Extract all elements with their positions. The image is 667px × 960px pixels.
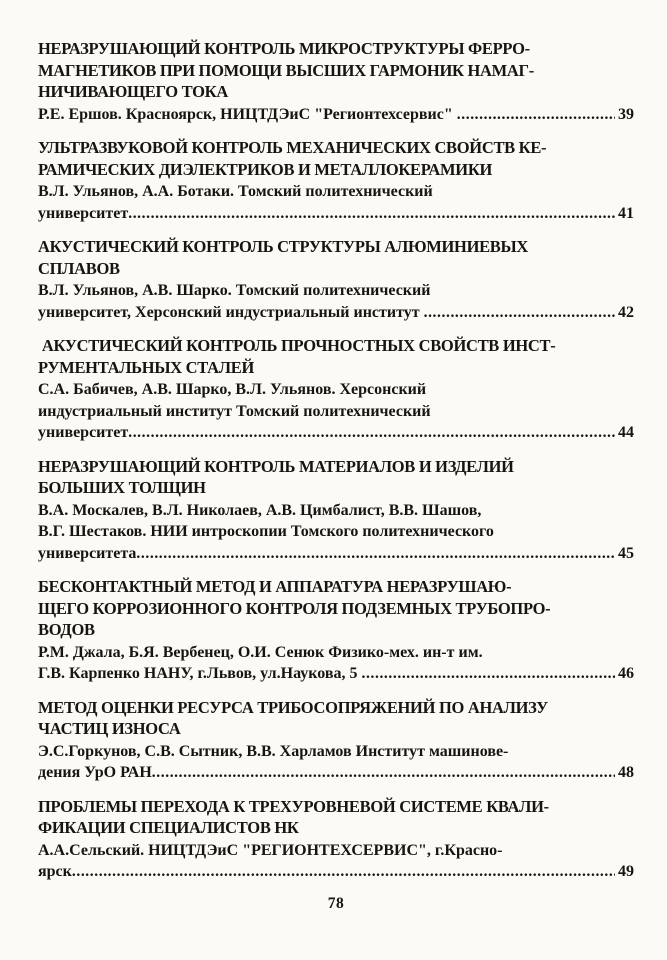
toc-entry	[38, 576, 634, 685]
toc-entry	[38, 697, 634, 784]
entry-author-line-with-page	[38, 302, 634, 324]
entry-author-line: А.А.Сельский. НИЦТДЭиС "РЕГИОНТЕХСЕРВИС", г.Красно-	[38, 841, 503, 859]
entry-title-line: БОЛЬШИХ ТОЛЩИН	[38, 478, 206, 497]
entry-title-line: НЕРАЗРУШАЮЩИЙ КОНТРОЛЬ МАТЕРИАЛОВ И ИЗДЕЛИЙ	[38, 456, 514, 476]
entry-author-text: университет	[38, 424, 129, 441]
entry-title-line: СПЛАВОВ	[38, 258, 120, 278]
entry-author-line-with-page	[38, 422, 634, 444]
entry-title	[38, 697, 634, 740]
entry-author-line-with-page	[38, 104, 634, 126]
entry-author-text: университета	[38, 544, 137, 562]
entry-author-line-with-page	[38, 663, 634, 685]
entry-author-line: В.А. Москалев, В.Л. Николаев, А.В. Цимбалист, В.В. Шашов,	[38, 501, 482, 519]
dot-leader	[136, 543, 615, 565]
entry-page-number: 41	[618, 204, 634, 222]
entry-authors	[38, 840, 634, 883]
entry-title-line: ЧАСТИЦ ИЗНОСА	[38, 719, 181, 738]
entry-title-line: БЕСКОНТАКТНЫЙ МЕТОД И АППАРАТУРА НЕРАЗРУШАЮ-	[38, 577, 512, 596]
entry-page-number: 48	[618, 764, 634, 781]
dot-leader	[362, 663, 615, 685]
entry-page-number: 49	[618, 863, 634, 880]
entry-title	[38, 137, 634, 180]
dot-leader	[128, 203, 615, 225]
entry-authors	[38, 379, 634, 444]
entry-title	[38, 335, 634, 378]
dot-leader	[72, 861, 615, 883]
entry-author-text: Г.В. Карпенко НАНУ, г.Львов, ул.Наукова, 5	[38, 665, 362, 682]
entry-authors	[38, 280, 634, 323]
entry-title-line: РУМЕНТАЛЬНЫХ СТАЛЕЙ	[38, 357, 255, 377]
toc-entry	[38, 137, 634, 224]
toc-entry	[38, 456, 634, 565]
footer-page-number: 78	[327, 894, 345, 912]
entry-authors	[38, 500, 634, 565]
entry-title-line: НЕРАЗРУШАЮЩИЙ КОНТРОЛЬ МИКРОСТРУКТУРЫ ФЕРРО-	[38, 39, 530, 58]
dot-leader	[457, 104, 615, 126]
entry-author-text: дения УрО РАН	[38, 764, 152, 781]
entry-author-line-with-page	[38, 203, 634, 225]
entry-page-number: 39	[618, 105, 634, 123]
entry-title-line: МЕТОД ОЦЕНКИ РЕСУРСА ТРИБОСОПРЯЖЕНИЙ ПО АНАЛИЗУ	[38, 697, 548, 717]
toc-entry	[38, 236, 634, 323]
entry-title-line: ЩЕГО КОРРОЗИОННОГО КОНТРОЛЯ ПОДЗЕМНЫХ ТРУБОПРО-	[38, 598, 551, 618]
entry-page-number: 44	[618, 424, 634, 441]
entry-title-line: ВОДОВ	[38, 620, 95, 639]
entry-title-line: МАГНЕТИКОВ ПРИ ПОМОЩИ ВЫСШИХ ГАРМОНИК НАМАГ-	[38, 60, 534, 80]
toc-entry	[38, 335, 634, 444]
toc-list	[38, 38, 634, 883]
entry-author-line: индустриальный институт Томский политехнический	[38, 402, 431, 420]
entry-title-line: УЛЬТРАЗВУКОВОЙ КОНТРОЛЬ МЕХАНИЧЕСКИХ СВОЙСТВ КЕ-	[38, 138, 547, 157]
toc-entry	[38, 38, 634, 125]
entry-page-number: 45	[618, 544, 634, 562]
entry-author-text: университет, Херсонский индустриальный институт	[38, 303, 424, 321]
entry-title-line: ПРОБЛЕМЫ ПЕРЕХОДА К ТРЕХУРОВНЕВОЙ СИСТЕМЕ КВАЛИ-	[38, 796, 549, 816]
entry-author-text: Р.Е. Ершов. Красноярск, НИЦТДЭиС "Регионтехсервис"	[38, 105, 457, 123]
entry-author-text: университет	[38, 204, 129, 222]
dot-leader	[424, 302, 615, 324]
dot-leader	[128, 422, 615, 444]
entry-title	[38, 38, 634, 103]
dot-leader	[152, 762, 615, 784]
entry-title-line: АКУСТИЧЕСКИЙ КОНТРОЛЬ ПРОЧНОСТНЫХ СВОЙСТВ ИНСТ-	[38, 336, 556, 355]
entry-title	[38, 576, 634, 641]
entry-author-line: Э.С.Горкунов, С.В. Сытник, В.В. Харламов Институт машинове-	[38, 742, 509, 760]
entry-author-line: С.А. Бабичев, А.В. Шарко, В.Л. Ульянов. Херсонский	[38, 381, 427, 398]
entry-title	[38, 456, 634, 499]
toc-entry	[38, 796, 634, 883]
entry-authors	[38, 741, 634, 784]
entry-author-line: В.Л. Ульянов, А.А. Ботаки. Томский политехнический	[38, 183, 433, 200]
entry-title-line: НИЧИВАЮЩЕГО ТОКА	[38, 82, 228, 101]
entry-page-number: 46	[618, 665, 634, 682]
entry-authors	[38, 181, 634, 224]
entry-title	[38, 796, 634, 839]
entry-author-line-with-page	[38, 762, 634, 784]
entry-page-number: 42	[618, 303, 634, 321]
entry-author-text: ярск	[38, 863, 72, 880]
entry-title-line: РАМИЧЕСКИХ ДИЭЛЕКТРИКОВ И МЕТАЛЛОКЕРАМИКИ	[38, 159, 493, 179]
entry-author-line: Р.М. Джала, Б.Я. Вербенец, О.И. Сенюк Физико-мех. ин-т им.	[38, 643, 483, 661]
entry-title-line: АКУСТИЧЕСКИЙ КОНТРОЛЬ СТРУКТУРЫ АЛЮМИНИЕВЫХ	[38, 237, 529, 256]
entry-title	[38, 236, 634, 279]
entry-author-line-with-page	[38, 543, 634, 565]
entry-authors	[38, 642, 634, 685]
entry-authors	[38, 104, 634, 126]
entry-author-line: В.Л. Ульянов, А.В. Шарко. Томский политехнический	[38, 282, 431, 299]
entry-author-line-with-page	[38, 861, 634, 883]
entry-title-line: ФИКАЦИИ СПЕЦИАЛИСТОВ НК	[38, 818, 299, 837]
entry-author-line: В.Г. Шестаков. НИИ интроскопии Томского политехнического	[38, 523, 494, 540]
